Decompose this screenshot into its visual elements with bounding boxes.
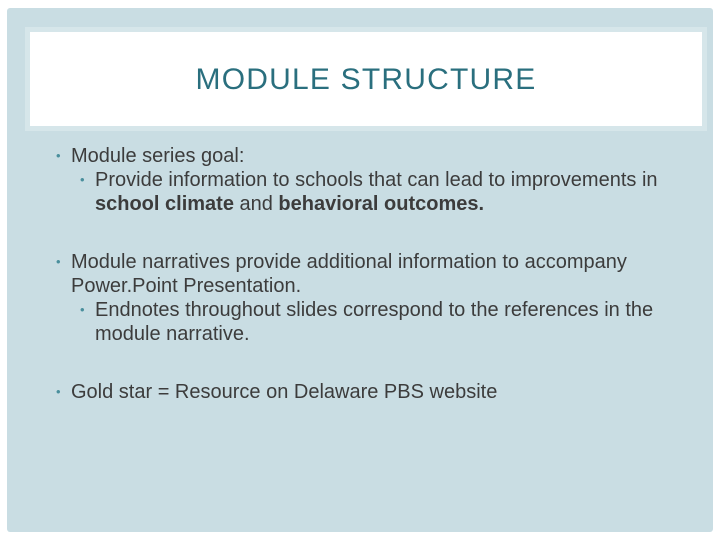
bullet-narratives [50,250,690,298]
bullet-list [50,144,690,404]
sub-bullet-endnotes-text: Endnotes throughout slides correspond to the references in the module narrative. [95,299,654,345]
bullet-narratives-text: Module narratives provide additional information to accompany Power.Point Presentation. [71,251,627,297]
bullet-goal-text: Module series goal: [71,145,245,167]
goal-text-conjunction: and [233,193,279,215]
sub-bullet-goal-text [95,169,658,215]
title-frame [25,27,707,131]
bullet-gold-star [50,380,690,404]
bullet-marker-icon: • [56,254,61,269]
bullet-goal [50,144,690,168]
bullet-marker-icon: • [56,384,61,399]
bullet-gold-star-text: Gold star = Resource on Delaware PBS website [71,381,498,403]
bullet-marker-icon: • [80,172,85,187]
sub-bullet-goal [50,168,690,216]
title-box [30,32,702,126]
spacer [50,216,690,250]
sub-bullet-endnotes [50,298,690,346]
spacer [50,346,690,380]
behavioral-outcomes-emphasis: behavioral outcomes. [278,193,485,215]
bullet-marker-icon: • [80,302,85,317]
goal-text-part: Provide information to schools that can lead to improvements in [95,169,658,191]
school-climate-emphasis: school climate [95,193,234,215]
slide-title: MODULE STRUCTURE [195,63,537,96]
bullet-marker-icon: • [56,148,61,163]
